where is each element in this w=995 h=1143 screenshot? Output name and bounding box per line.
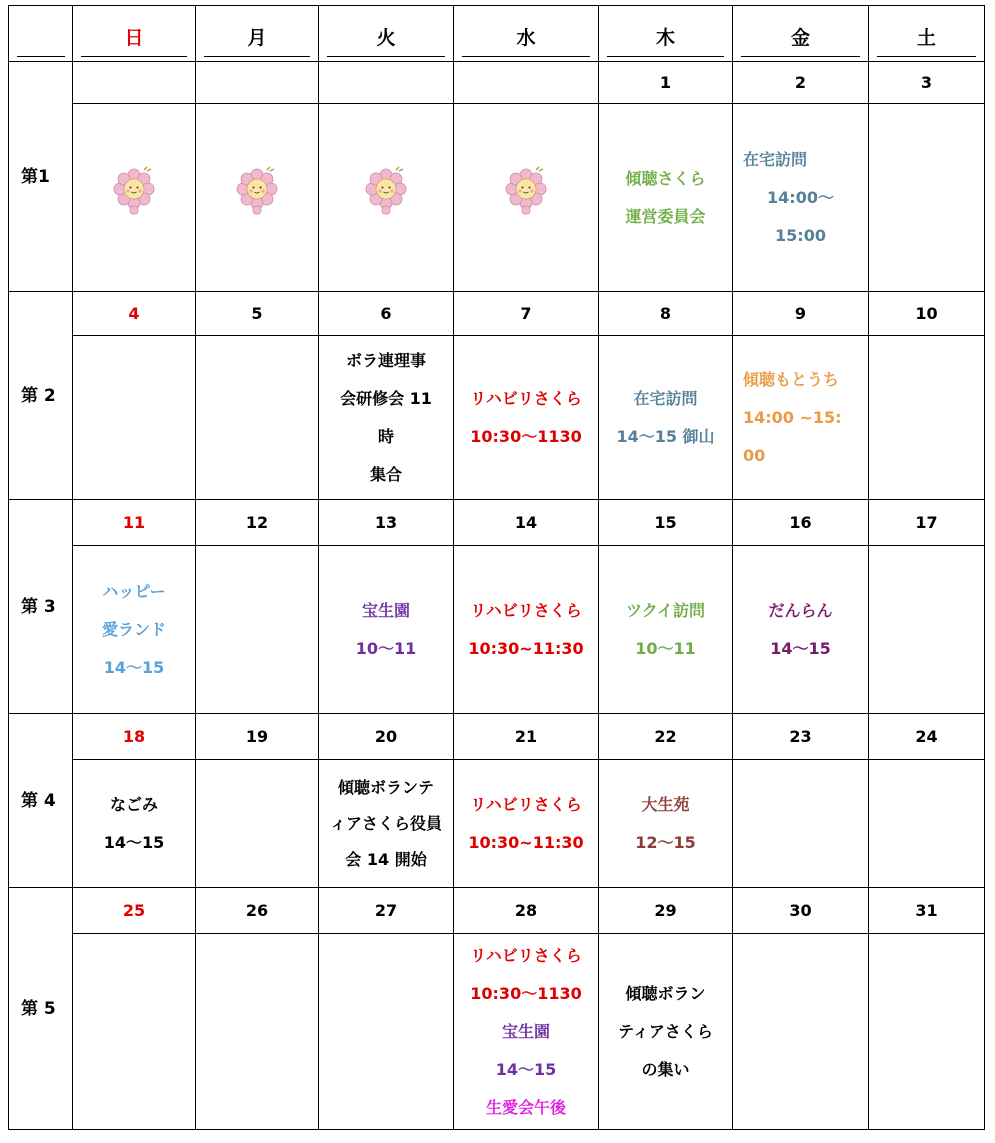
event-line: 生愛会午後 <box>485 1097 566 1117</box>
event-line: 傾聴もとうち <box>743 369 840 389</box>
event-line: ティアさくら <box>618 1021 713 1041</box>
week-1-date-row <box>9 62 985 104</box>
event-line: 集合 <box>369 464 402 484</box>
event-cell-thu <box>599 546 733 714</box>
date-cell: 30 <box>733 888 869 934</box>
event-line: リハビリさくら <box>470 794 582 814</box>
event-cell-tue <box>319 546 454 714</box>
event-line: なごみ <box>109 794 158 814</box>
event-line: ハッピー <box>102 581 166 601</box>
date-cell: 12 <box>196 500 319 546</box>
event-cell-wed <box>454 336 599 500</box>
day-label-sun: 日 <box>81 10 187 57</box>
event-cell-tue <box>319 336 454 500</box>
week-label: 第 2 <box>9 292 73 500</box>
event-cell-thu <box>599 934 733 1130</box>
week-3-date-row <box>9 500 985 546</box>
date-cell: 10 <box>869 292 985 336</box>
week-5-event-row <box>9 934 985 1130</box>
date-cell: 27 <box>319 888 454 934</box>
event-line: 00 <box>743 445 766 465</box>
flower-mascot-icon <box>504 166 548 216</box>
event-line: リハビリさくら <box>470 945 582 965</box>
event-line: 愛ランド <box>101 619 166 639</box>
date-cell <box>454 62 599 104</box>
flower-mascot-icon <box>235 166 279 216</box>
event-line: 在宅訪問 <box>633 388 698 408</box>
event-line: 宝生園 <box>501 1021 550 1041</box>
week-2-date-row <box>9 292 985 336</box>
event-cell-mon <box>196 760 319 888</box>
date-cell: 5 <box>196 292 319 336</box>
flower-mascot-icon <box>112 166 156 216</box>
event-cell-sat <box>869 934 985 1130</box>
day-label-thu: 木 <box>607 10 724 57</box>
event-cell-mon <box>196 336 319 500</box>
date-cell: 19 <box>196 714 319 760</box>
monthly-calendar <box>8 5 985 1130</box>
event-cell-mon <box>196 546 319 714</box>
event-cell-sun <box>73 760 196 888</box>
event-cell-mon <box>196 104 319 292</box>
day-label-mon: 月 <box>204 10 310 57</box>
date-cell: 17 <box>869 500 985 546</box>
day-label-tue: 火 <box>327 10 445 57</box>
header-fri <box>733 6 869 62</box>
week-5-date-row <box>9 888 985 934</box>
event-cell-fri <box>733 336 869 500</box>
week-label: 第 4 <box>9 714 73 888</box>
event-cell-sun <box>73 104 196 292</box>
date-cell: 2 <box>733 62 869 104</box>
event-line: だんらん <box>768 600 833 620</box>
event-cell-sun <box>73 546 196 714</box>
event-line: リハビリさくら <box>470 388 582 408</box>
event-line: 10:30~11:30 <box>468 638 584 658</box>
header-sat <box>869 6 985 62</box>
event-line: 14～15 <box>770 638 831 658</box>
date-cell: 31 <box>869 888 985 934</box>
week-4-event-row <box>9 760 985 888</box>
event-line: 10:30～1130 <box>470 983 582 1003</box>
date-cell: 18 <box>73 714 196 760</box>
week-3-event-row <box>9 546 985 714</box>
date-cell: 4 <box>73 292 196 336</box>
week-4-date-row <box>9 714 985 760</box>
date-cell: 3 <box>869 62 985 104</box>
event-line: 14～15 <box>495 1059 557 1079</box>
date-cell: 16 <box>733 500 869 546</box>
day-label-fri: 金 <box>741 10 860 57</box>
date-cell: 8 <box>599 292 733 336</box>
event-cell-sat <box>869 104 985 292</box>
date-cell: 6 <box>319 292 454 336</box>
header-tue <box>319 6 454 62</box>
header-thu <box>599 6 733 62</box>
day-label-sat: 土 <box>877 10 976 57</box>
event-cell-wed <box>454 546 599 714</box>
event-cell-thu <box>599 104 733 292</box>
event-line: 運営委員会 <box>625 206 706 226</box>
event-line: 傾聴ボランテ <box>337 777 434 797</box>
date-cell: 24 <box>869 714 985 760</box>
event-line: 15:00 <box>775 225 826 245</box>
event-line: 時 <box>377 426 394 446</box>
event-cell-wed <box>454 760 599 888</box>
date-cell <box>196 62 319 104</box>
date-cell: 13 <box>319 500 454 546</box>
date-cell: 9 <box>733 292 869 336</box>
event-cell-wed <box>454 934 599 1130</box>
event-line: の集い <box>641 1059 690 1079</box>
event-cell-fri <box>733 760 869 888</box>
header-wed <box>454 6 599 62</box>
date-cell: 21 <box>454 714 599 760</box>
date-cell: 20 <box>319 714 454 760</box>
event-cell-sat <box>869 760 985 888</box>
event-line: 10～11 <box>355 638 417 658</box>
date-cell: 14 <box>454 500 599 546</box>
event-cell-sun <box>73 934 196 1130</box>
event-cell-mon <box>196 934 319 1130</box>
weekday-header-row <box>9 6 985 62</box>
header-mon <box>196 6 319 62</box>
event-line: ボラ連理事 <box>345 350 426 370</box>
date-cell: 25 <box>73 888 196 934</box>
event-line: ツクイ訪問 <box>625 600 706 620</box>
event-line: 大生苑 <box>641 794 690 814</box>
date-cell: 15 <box>599 500 733 546</box>
header-sun <box>73 6 196 62</box>
flower-mascot-icon <box>364 166 408 216</box>
week-1-event-row <box>9 104 985 292</box>
event-cell-tue <box>319 104 454 292</box>
week-label: 第 3 <box>9 500 73 714</box>
event-cell-wed <box>454 104 599 292</box>
week-label: 第1 <box>9 62 73 292</box>
date-cell: 7 <box>454 292 599 336</box>
event-cell-thu <box>599 336 733 500</box>
event-line: 宝生園 <box>361 600 410 620</box>
event-cell-sat <box>869 336 985 500</box>
event-cell-sun <box>73 336 196 500</box>
event-cell-fri <box>733 104 869 292</box>
event-line: 10～11 <box>635 638 696 658</box>
event-cell-fri <box>733 934 869 1130</box>
date-cell: 11 <box>73 500 196 546</box>
event-line: 10:30~11:30 <box>468 832 584 852</box>
event-cell-thu <box>599 760 733 888</box>
event-cell-fri <box>733 546 869 714</box>
date-cell: 1 <box>599 62 733 104</box>
event-line: 傾聴さくら <box>625 168 706 188</box>
day-label-wed: 水 <box>462 10 590 57</box>
event-line: 会 14 開始 <box>345 849 427 869</box>
date-cell: 23 <box>733 714 869 760</box>
date-cell <box>73 62 196 104</box>
event-line: 14～15 <box>103 832 165 852</box>
date-cell: 26 <box>196 888 319 934</box>
event-line: 14～15 御山 <box>616 426 715 446</box>
header-corner <box>9 6 73 62</box>
event-line: 会研修会 11 <box>340 388 432 408</box>
date-cell: 22 <box>599 714 733 760</box>
event-cell-sat <box>869 546 985 714</box>
week-label: 第 5 <box>9 888 73 1130</box>
header-blank-underline <box>17 10 65 57</box>
event-line: 12～15 <box>635 832 696 852</box>
event-cell-tue <box>319 934 454 1130</box>
date-cell: 29 <box>599 888 733 934</box>
date-cell <box>319 62 454 104</box>
event-line: 14～15 <box>103 657 165 677</box>
event-line: 傾聴ボラン <box>625 983 706 1003</box>
event-line: 在宅訪問 <box>743 149 808 169</box>
event-line: リハビリさくら <box>470 600 582 620</box>
week-2-event-row <box>9 336 985 500</box>
event-line: 10:30～1130 <box>470 426 582 446</box>
event-cell-tue <box>319 760 454 888</box>
event-line: ィアさくら役員 <box>329 813 442 833</box>
event-line: 14:00 ~15: <box>743 407 842 427</box>
event-line: 14:00～ <box>767 187 834 207</box>
date-cell: 28 <box>454 888 599 934</box>
